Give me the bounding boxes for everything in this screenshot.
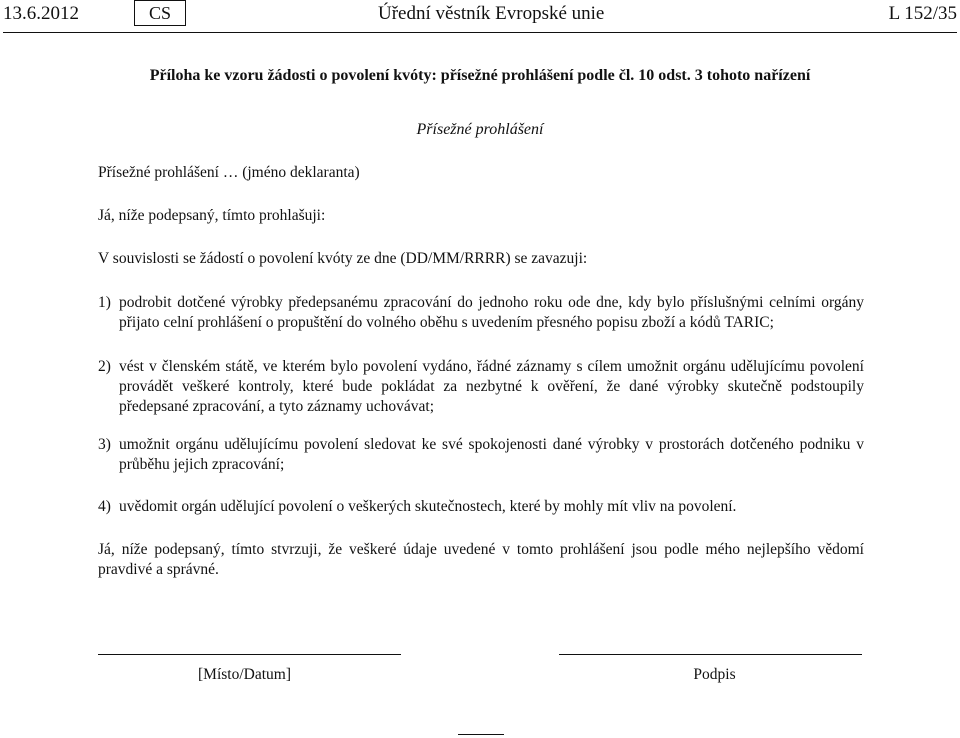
place-date-label: [Místo/Datum] xyxy=(198,666,291,683)
item-number: 1) xyxy=(98,294,111,311)
signature-label: Podpis xyxy=(693,666,736,683)
item-text: vést v členském státě, ve kterém bylo povolení vydáno, řádné záznamy s cílem umožnit orgánu udělujícímu povolení provádět veškeré kontroly, které bude pokládat za nezbytné k ověření, že dané výrobky skutečně podstoupily předepsané zpracování, a tyto záznamy uchovávat; xyxy=(119,358,864,415)
item-text: podrobit dotčené výrobky předepsanému zpracování do jednoho roku ode dne, kdy bylo příslušnými celními orgány přijato celní prohlášení o propuštění do volného oběhu s uvedením přesného popisu zboží a kódů TARIC; xyxy=(119,294,864,331)
footnote-divider xyxy=(458,734,504,735)
journal-reference: L 152/35 xyxy=(888,3,957,24)
item-number: 3) xyxy=(98,436,111,453)
header-divider xyxy=(3,32,957,33)
journal-title: Úřední věstník Evropské unie xyxy=(378,3,605,24)
context-statement: V souvislosti se žádostí o povolení kvóty ze dne (DD/MM/RRRR) se zavazuji: xyxy=(98,250,588,267)
confirmation-statement: Já, níže podepsaný, tímto stvrzuji, že veškeré údaje uvedené v tomto prohlášení jsou podle mého nejlepšího vědomí pravdivé a správné. xyxy=(98,541,864,578)
header-date: 13.6.2012 xyxy=(3,3,79,24)
undersigned-statement: Já, níže podepsaný, tímto prohlašuji: xyxy=(98,207,326,224)
place-date-line xyxy=(98,654,401,655)
item-text: uvědomit orgán udělující povolení o veškerých skutečnostech, které by mohly mít vliv na povolení. xyxy=(119,498,737,515)
annex-title: Příloha ke vzoru žádosti o povolení kvóty: přísežné prohlášení podle čl. 10 odst. 3 tohoto nařízení xyxy=(149,67,811,84)
declarant-line: Přísežné prohlášení … (jméno deklaranta) xyxy=(98,164,360,181)
item-number: 4) xyxy=(98,498,111,515)
signature-line xyxy=(559,654,862,655)
form-title: Přísežné prohlášení xyxy=(416,121,544,138)
item-text: umožnit orgánu udělujícímu povolení sledovat ke své spokojenosti dané výrobky v prostorách dotčeného podniku v průběhu jejich zpracování; xyxy=(119,436,864,473)
item-number: 2) xyxy=(98,358,111,375)
language-badge: CS xyxy=(134,0,186,26)
